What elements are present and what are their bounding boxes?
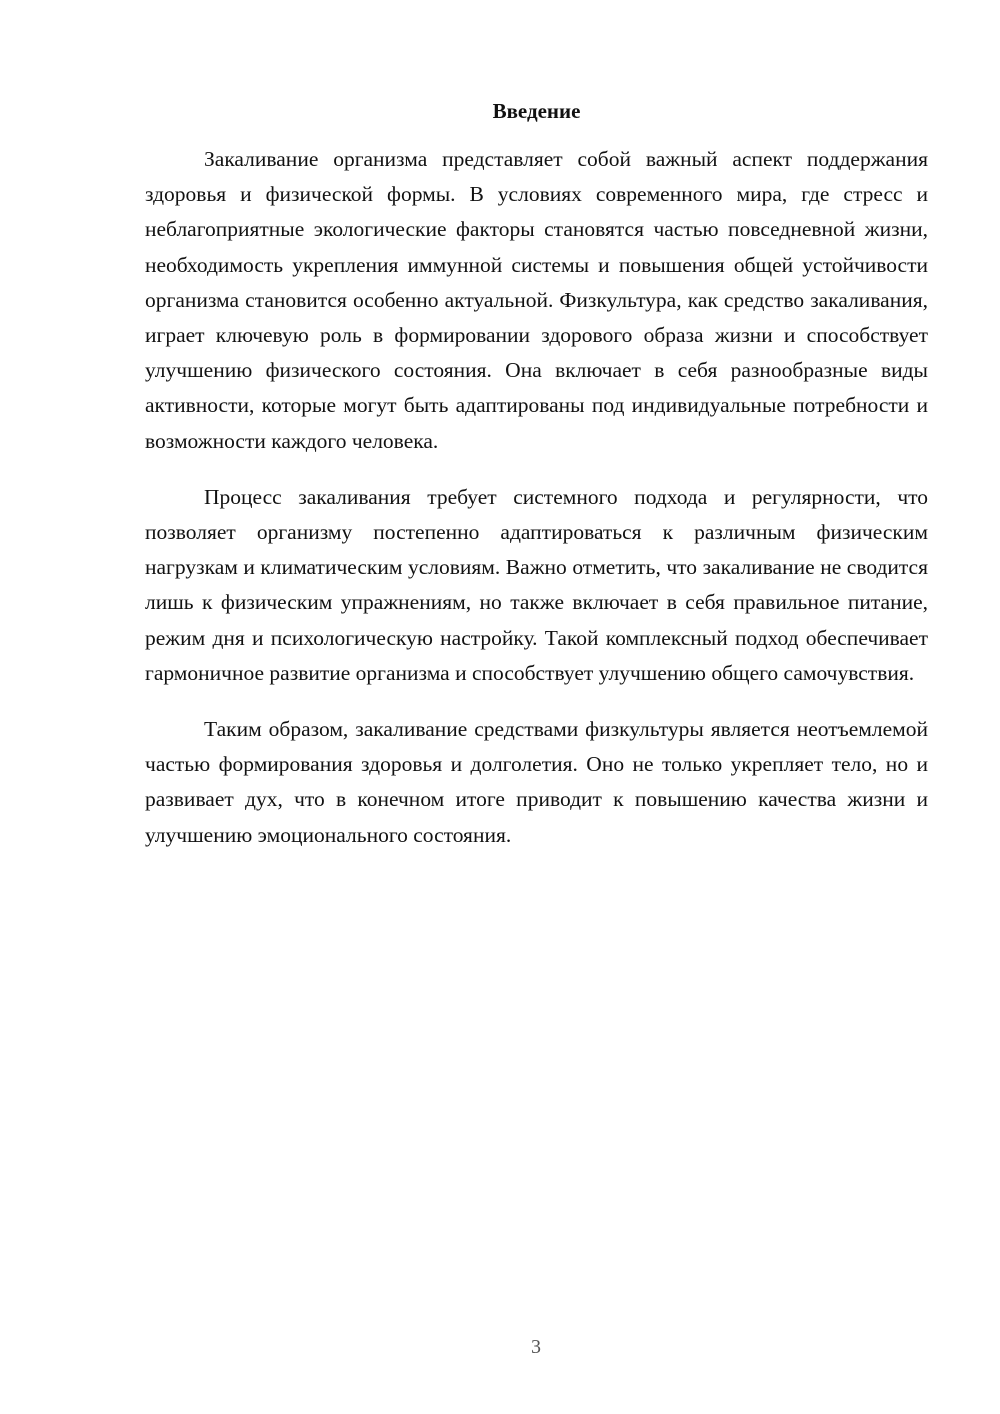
paragraph-2: Процесс закаливания требует системного подхода и регулярности, что позволяет организму постепенно адаптироваться к различным физическим нагрузкам и климатическим условиям. Важно отметить, что закаливание не сводится лишь к физическим упражнениям, но также включает в себя правильное питание, режим дня и психологическую настройку. Такой комплексный подход обеспечивает гармоничное развитие организма и способствует улучшению общего самочувствия. xyxy=(145,484,928,685)
section-heading: Введение xyxy=(492,99,581,123)
paragraph-1: Закаливание организма представляет собой важный аспект поддержания здоровья и физической формы. В условиях современного мира, где стресс и неблагоприятные экологические факторы становятся частью повседневной жизни, необходимость укрепления иммунной системы и повышения общей устойчивости организма становится особенно актуальной. Физкультура, как средство закаливания, играет ключевую роль в формировании здорового образа жизни и способствует улучшению физического состояния. Она включает в себя разнообразные виды активности, которые могут быть адаптированы под индивидуальные потребности и возможности каждого человека. xyxy=(145,147,928,453)
paragraph-3: Таким образом, закаливание средствами физкультуры является неотъемлемой частью формирования здоровья и долголетия. Оно не только укрепляет тело, но и развивает дух, что в конечном итоге приводит к повышению качества жизни и улучшению эмоционального состояния. xyxy=(145,717,928,847)
document-body xyxy=(145,142,928,853)
page-number: 3 xyxy=(531,1336,541,1358)
